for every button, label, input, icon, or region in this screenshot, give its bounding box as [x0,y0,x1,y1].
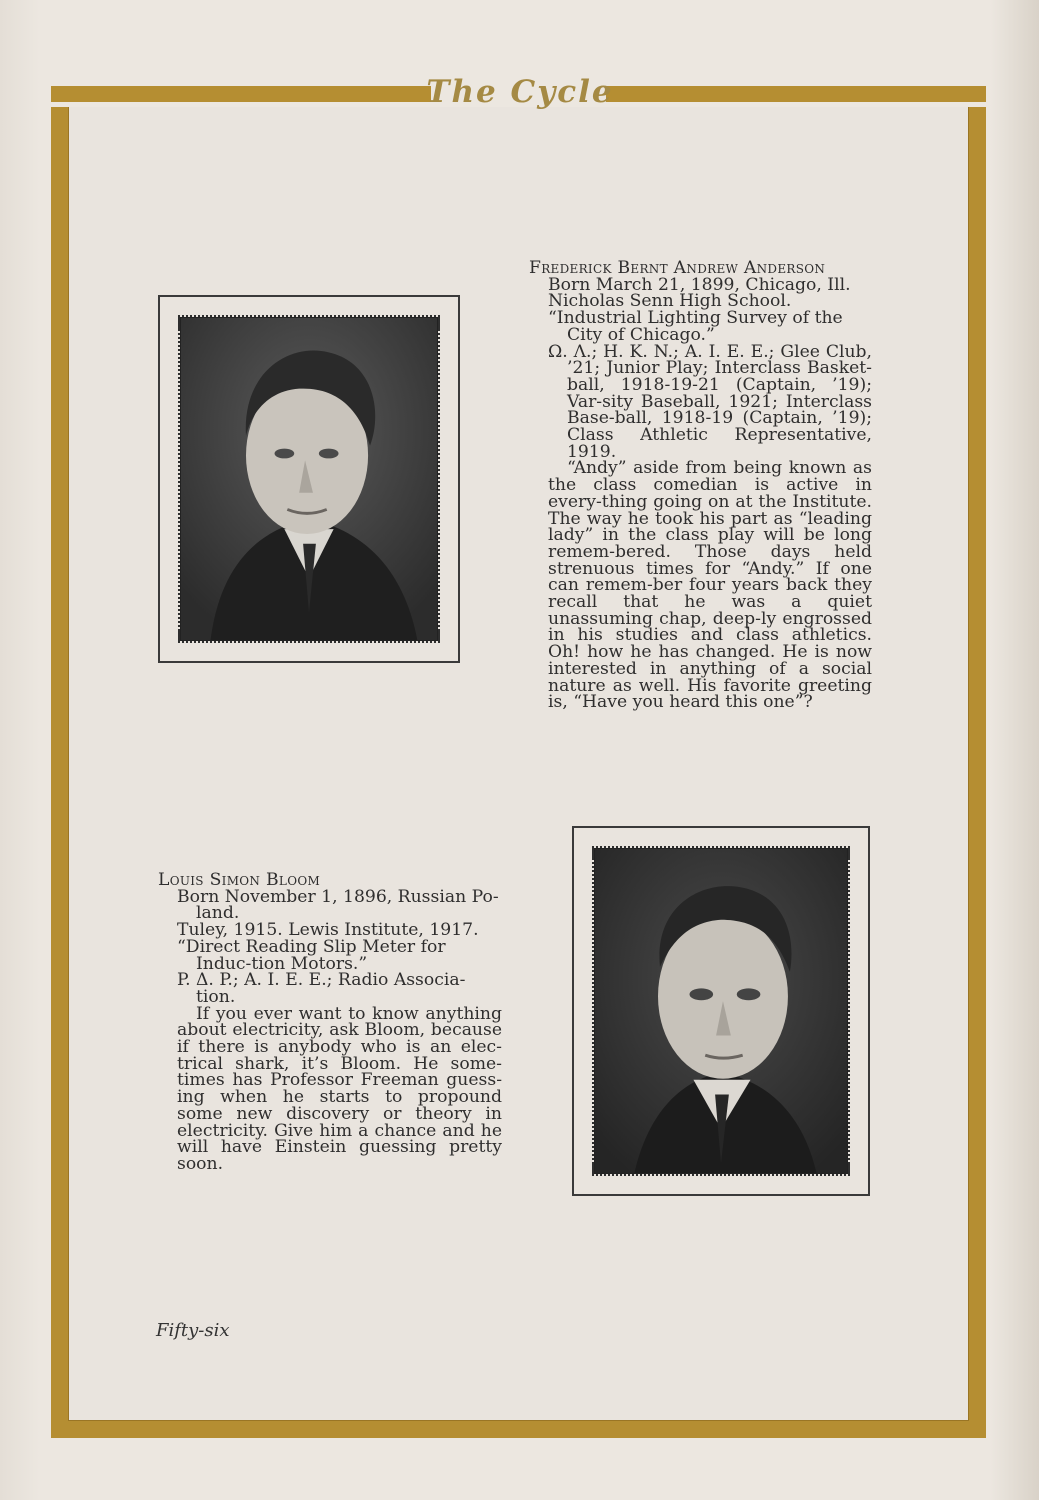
bio-line: Born March 21, 1899, Chicago, Ill. [548,274,851,295]
person-name: Frederick Bernt Andrew Anderson [529,258,826,278]
bio-anderson [529,258,872,713]
page-number: Fifty-six [156,1320,230,1341]
bio-line: Nicholas Senn High School. [548,291,792,312]
bio-line: P. Δ. P.; A. I. E. E.; Radio Associa-tion. [177,970,466,1007]
person-name: Louis Simon Bloom [158,870,321,890]
portrait-bloom [572,826,870,1196]
bio-paragraph: “Andy” aside from being known as the class comedian is active in every-thing going on at the Institute. The way he took his part as “leading lady” in the class play will be long remem-bered. Those days held strenuous times for “Andy.” If one can remem-ber four years back they recall that he was a quiet unassuming chap, deep-ly engrossed in his studies and class athletics. Oh! how he has changed. He is now interested in anything of a social nature as well. His favorite greeting is, “Have you heard this one”? [548,458,872,713]
header-rule-left [51,86,431,102]
bio-bloom [158,870,502,1174]
bio-line: “Direct Reading Slip Meter for Induc-tion Motors.” [177,936,446,974]
photo-anderson [180,317,438,641]
portrait-anderson [158,295,460,663]
photo-bloom [594,848,848,1174]
bio-line: Tuley, 1915. Lewis Institute, 1917. [177,920,479,941]
bio-paragraph: If you ever want to know anything about electricity, ask Bloom, because if there is anybody who is an elec-trical shark, it’s Bloom. He some-times has Professor Freeman guess-ing when he starts to propound some new discovery or theory in electricity. Give him a chance and he will have Einstein guessing pretty soon. [177,1003,502,1174]
running-head-title: The Cycle [426,74,614,110]
bio-line: Born November 1, 1896, Russian Po-land. [177,886,499,924]
bio-line: “Industrial Lighting Survey of the City of Chicago.” [548,308,843,345]
header-rule-right [606,86,986,102]
bio-line: Ω. Λ.; H. K. N.; A. I. E. E.; Glee Club, ’21; Junior Play; Interclass Basket-ball, 1918-19-21 (Captain, ’19); Var-sity Baseball, 1921; Interclass Base-ball, 1918-19 (Captain, ’19); Class Athletic Representative, 1919. [548,341,872,462]
